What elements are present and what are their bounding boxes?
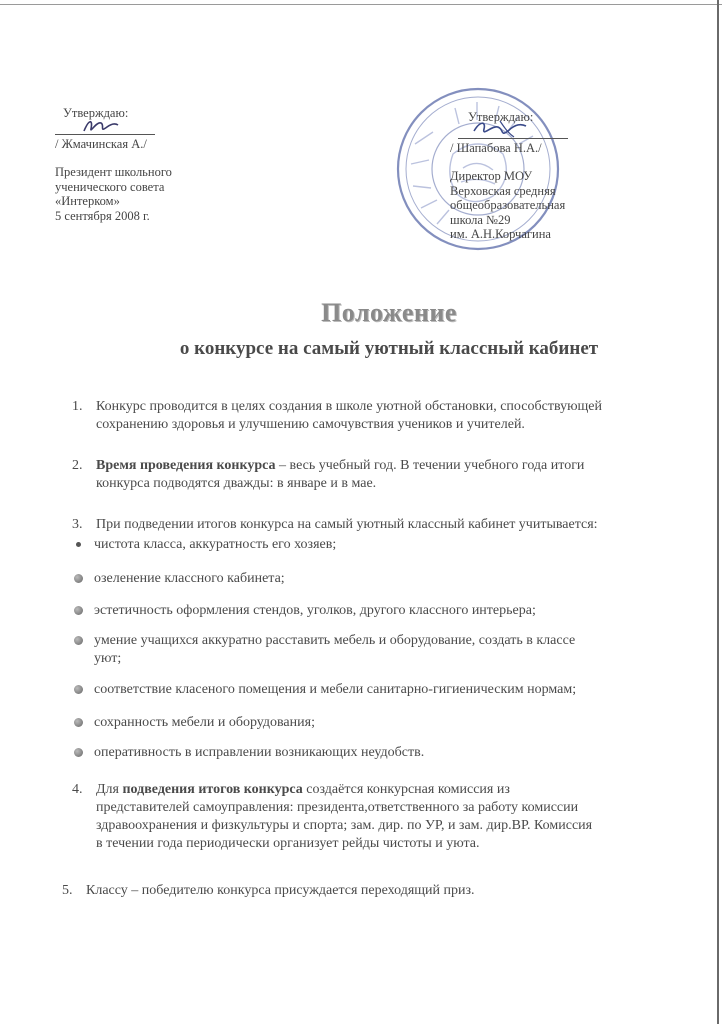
item-3 — [72, 516, 722, 534]
bullet-icon — [74, 636, 83, 645]
item-number: 1. — [72, 399, 83, 414]
item-text-line: в течении года периодически организует рейды чистоты и уюта. — [96, 836, 480, 851]
left-position-line3: «Интерком» — [55, 194, 120, 208]
page-right-edge — [717, 0, 719, 1024]
right-approval-block — [450, 110, 680, 242]
left-position-line1: Президент школьного — [55, 165, 172, 179]
item-number: 4. — [72, 782, 83, 797]
item-bold-text: Время проведения конкурса — [96, 458, 276, 473]
item-text-line: здравоохранения и физкультуры и спорта; зам. дир. по УР, и зам. дир.ВР. Комиссия — [96, 818, 593, 833]
list-item: эстетичность оформления стендов, уголков, другого классного интерьера; — [72, 602, 718, 620]
left-date: 5 сентября 2008 г. — [55, 208, 150, 223]
item-text: Для — [96, 782, 123, 797]
item-5 — [62, 882, 722, 900]
right-signer-name: / Шапабова Н.А./ — [450, 140, 542, 155]
item-text-line: Классу – победителю конкурса присуждается переходящий приз. — [86, 883, 475, 898]
list-item: чистота класса, аккуратность его хозяев; — [72, 536, 718, 554]
right-position-line3: общеобразовательная — [450, 198, 566, 212]
list-item: оперативность в исправлении возникающих неудобств. — [72, 744, 718, 762]
list-item: соответствие класеного помещения и мебели санитарно-гигиеническим нормам; — [72, 681, 718, 699]
item-text-line: Конкурс проводится в целях создания в школе уютной обстановки, способствующей — [96, 399, 603, 414]
right-position-line1: Директор МОУ — [450, 169, 533, 183]
item-text-line: сохранению здоровья и улучшению самочувствия учеников и учителей. — [96, 417, 525, 432]
item-number: 5. — [62, 883, 73, 898]
list-item: сохранность мебели и оборудования; — [72, 714, 718, 732]
right-position-line5: им. А.Н.Корчагина — [450, 227, 551, 241]
item-text-line: При подведении итогов конкурса на самый уютный классный кабинет учитывается: — [96, 517, 598, 532]
document-subtitle: о конкурсе на самый уютный классный кабинет — [179, 338, 599, 359]
item-1 — [72, 398, 722, 434]
item-number: 2. — [72, 458, 83, 473]
item-2 — [72, 457, 722, 493]
item-text-line: конкурса подводятся дважды: в январе и в мае. — [96, 476, 377, 491]
item-text: – весь учебный год. В течении учебного года итоги — [275, 458, 585, 473]
list-item: озеленение классного кабинета; — [72, 570, 718, 588]
left-signature-icon — [81, 115, 121, 137]
left-signature-line — [55, 121, 255, 137]
item-text: создаётся конкурсная комиссия из — [302, 782, 510, 797]
left-approval-block — [55, 106, 255, 223]
bullet-icon — [74, 718, 83, 727]
right-signature-icon — [470, 117, 530, 141]
page-top-edge — [0, 4, 722, 5]
bullet-icon — [74, 574, 83, 583]
document-title: Положение — [321, 298, 457, 327]
item-4 — [72, 781, 722, 853]
right-position-line2: Верховская средняя — [450, 183, 556, 198]
bullet-icon — [74, 685, 83, 694]
right-position-line4: школа №29 — [450, 212, 511, 227]
item-bold-text: подведения итогов конкурса — [122, 782, 303, 797]
right-approve-label: Утверждаю: — [468, 110, 534, 124]
item-text-line: представителей самоуправления: президента,ответственного за работу комиссии — [96, 800, 579, 815]
left-approve-label: Утверждаю: — [63, 106, 129, 120]
left-signer-name: / Жмачинская А./ — [55, 136, 147, 151]
bullet-icon — [76, 542, 81, 547]
left-position-line2: ученического совета — [55, 179, 165, 194]
list-item: умение учащихся аккуратно расставить мебель и оборудование, создать в классе уют; — [72, 632, 718, 668]
item-number: 3. — [72, 517, 83, 532]
right-signature-line — [450, 125, 680, 141]
bullet-icon — [74, 606, 83, 615]
bullet-icon — [74, 748, 83, 757]
